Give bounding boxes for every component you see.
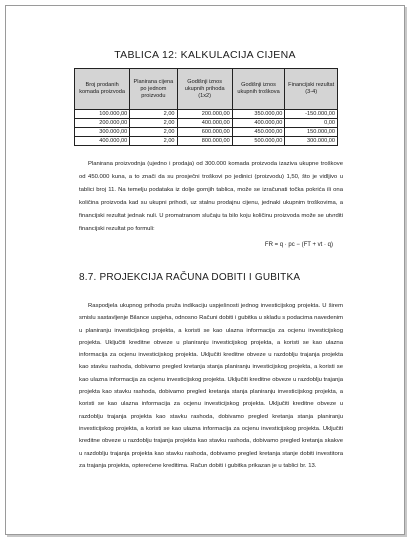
table-cell: 350.000,00 bbox=[232, 110, 285, 119]
table-cell: 100.000,00 bbox=[75, 110, 130, 119]
table-cell: 400.000,00 bbox=[177, 119, 232, 128]
table-row bbox=[75, 137, 338, 146]
table-cell: 2,00 bbox=[130, 137, 177, 146]
header-cell: Broj prodanih komada proizvoda bbox=[75, 69, 130, 110]
table-cell: 450.000,00 bbox=[232, 128, 285, 137]
section-heading: 8.7. PROJEKCIJA RAČUNA DOBITI I GUBITKA bbox=[79, 272, 301, 283]
table-title: TABLICA 12: KALKULACIJA CIJENA bbox=[114, 49, 296, 61]
body-paragraph bbox=[79, 300, 343, 472]
table-cell: 150.000,00 bbox=[285, 128, 338, 137]
paragraph-text: Raspodjela ukupnog prihoda pruža indikaciju uspješnosti jednog investicijskog projekta. U širem smislu sastavljenje Bilance uspjeha, odnosno Računi dobiti i gubitka u sklađu s podacima navedenim u planiranju investicijskog projekta, a koristi se kao ulazna informacija za ocjenu investicijskog projekta. Uključiti kreditne obveze u planiranju investicijskog projekta, a koristi se kao ulazna informacija za ocjenu investicijskog projekta. Uključiti kreditne obveze u razdoblju trajanja projekta kao stavku rashoda, dobivamo pregled kretanja stanja planiranju investicijskog projekta, a koristi se kao ulazna informacija za ocjenu investicijskog projekta. Uključiti kreditne obveze u razdoblju trajanja projekta kao stavku rashoda, dobivamo pregled kretanja stanja planiranju investicijskog projekta, a koristi se kao ulazna informacija za ocjenu investicijskog projekta. Uključiti kreditne obveze u razdoblju trajanja projekta kao stavku rashoda, dobivamo pregled kretanja stanja planiranju investicijskog projekta, a koristi se kao ulazna informacija za ocjenu investicijskog projekta. Uključiti kreditne obveze u razdoblju trajanja projekta kao stavku rashoda, dobivamo pregled kretanja skakve u razdoblju trajanja projekta kao stavku rashoda, dobivamo pregled kretanja stanje dobiti investitora za trajanja projekta, opterećene kreditima. Račun dobiti i gubitka prikazan je u tablici br. 13. bbox=[79, 303, 343, 469]
header-cell: Financijski rezultat (3-4) bbox=[285, 69, 338, 110]
body-paragraph bbox=[79, 158, 343, 236]
table-cell: 300.000,00 bbox=[75, 128, 130, 137]
table-cell: 500.000,00 bbox=[232, 137, 285, 146]
table-cell: 2,00 bbox=[130, 110, 177, 119]
header-cell: Planirana cijena po jednom proizvodu bbox=[130, 69, 177, 110]
header-cell: Godišnji iznos ukupnih troškova bbox=[232, 69, 285, 110]
table-cell: 200.000,00 bbox=[177, 110, 232, 119]
price-calculation-table bbox=[74, 68, 338, 146]
table-cell: 2,00 bbox=[130, 128, 177, 137]
table-cell: 800.000,00 bbox=[177, 137, 232, 146]
table-cell: 400.000,00 bbox=[75, 137, 130, 146]
table-header-row bbox=[75, 69, 338, 110]
table-cell: 600.000,00 bbox=[177, 128, 232, 137]
table-cell: 400.000,00 bbox=[232, 119, 285, 128]
formula: FR = q · pc − (FT + vt · q) bbox=[264, 242, 333, 248]
table-cell: 300.000,00 bbox=[285, 137, 338, 146]
table-row bbox=[75, 119, 338, 128]
table-row bbox=[75, 128, 338, 137]
document-page bbox=[5, 5, 405, 535]
table-cell: 2,00 bbox=[130, 119, 177, 128]
table-cell: 0,00 bbox=[285, 119, 338, 128]
paragraph-text: Planirana proizvodnja (ujedno i prodaja) od 300.000 komada proizvoda izaziva ukupne troškove od 450.000 kuna, a to znači da su prosječni troškovi po jedinici (proizvodu) 1,50, što je vidljivo u tablici broj 11. Na temelju podataka iz dolje gornjih tablica, može se izračunati točka pokrića ili ona količina proizvoda kad su ukupni prihodi, uz stalnu prodajnu cijenu, jednaki ukupnim troškovima, a financijski rezultat jednak nuli. U promatranom slučaju ta bilo koju količinu proizvoda može se utvrditi financijski rezultat po formuli: bbox=[79, 161, 343, 232]
table-cell: 200.000,00 bbox=[75, 119, 130, 128]
table-row bbox=[75, 110, 338, 119]
header-cell: Godišnji iznos ukupnih prihoda (1x2) bbox=[177, 69, 232, 110]
table-cell: -150.000,00 bbox=[285, 110, 338, 119]
